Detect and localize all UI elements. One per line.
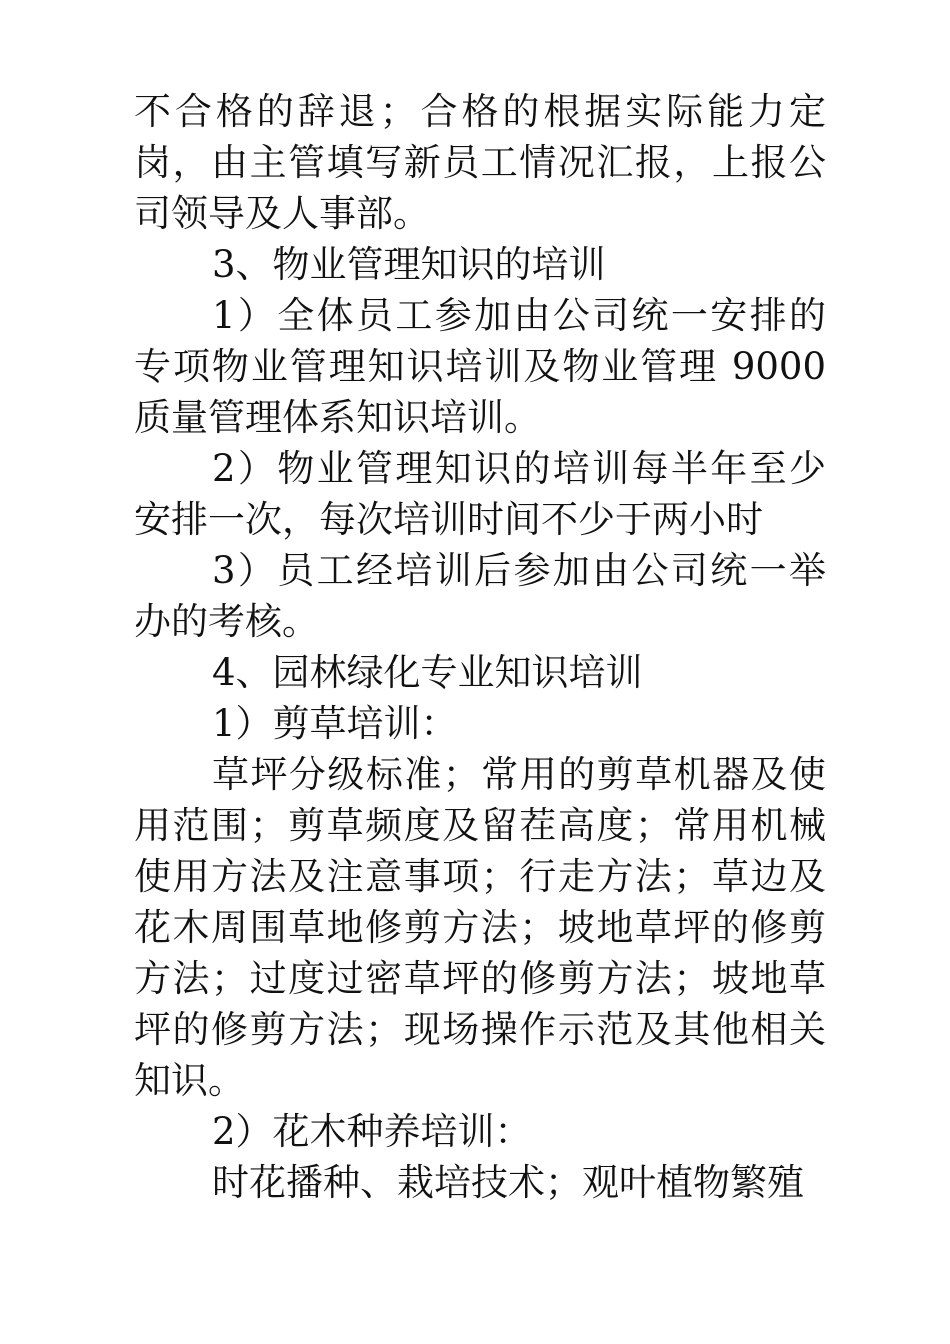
paragraph-assessment: 3）员工经培训后参加由公司统一举办的考核。	[134, 549, 826, 643]
subheading-mowing-training: 1）剪草培训：	[212, 702, 458, 745]
subheading-plant-care-training: 2）花木种养培训：	[212, 1110, 532, 1153]
heading-property-management-training: 3、物业管理知识的培训	[212, 243, 606, 286]
document-page	[134, 86, 826, 1208]
heading-landscaping-training: 4、园林绿化专业知识培训	[212, 651, 643, 694]
paragraph-mowing-content: 草坪分级标准；常用的剪草机器及使用范围；剪草频度及留茬高度；常用机械使用方法及注意事项；行走方法；草边及花木周围草地修剪方法；坡地草坪的修剪方法；过度过密草坪的修剪方法；坡地草坪的修剪方法；现场操作示范及其他相关知识。	[134, 753, 826, 1102]
paragraph-dismissal-placement: 不合格的辞退；合格的根据实际能力定岗，由主管填写新员工情况汇报，上报公司领导及人事部。	[134, 90, 826, 235]
paragraph-plant-care-content: 时花播种、栽培技术；观叶植物繁殖	[212, 1161, 804, 1204]
paragraph-training-frequency: 2）物业管理知识的培训每半年至少安排一次，每次培训时间不少于两小时	[134, 447, 826, 541]
paragraph-company-training: 1）全体员工参加由公司统一安排的专项物业管理知识培训及物业管理 9000 质量管理体系知识培训。	[134, 294, 826, 439]
